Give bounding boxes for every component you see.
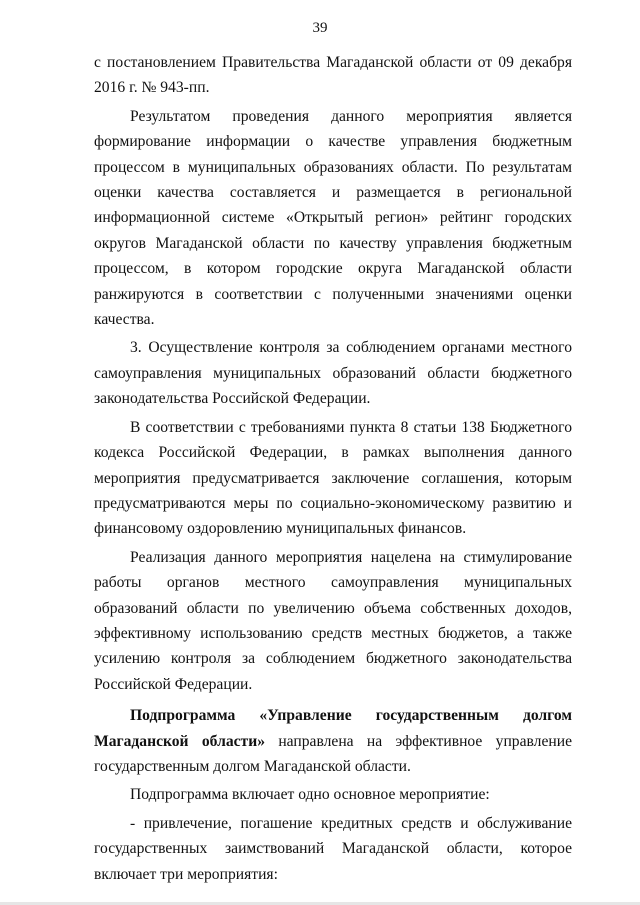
paragraph-measure-goals: Реализация данного мероприятия нацелена на стимулирование работы органов местного самоуправления муниципальных образований области по увеличению объема собственных доходов, эффективному использованию средств местных бюджетов, а также усилению контроля за соблюдением бюджетного законодательства Российской Федерации. (94, 548, 572, 693)
subprogram-title: Подпрограмма «Управление государственным долгом Магаданской области» (94, 707, 572, 750)
page-number: 39 (312, 20, 328, 36)
paragraph-subprogram-debt (94, 703, 572, 779)
document-body (94, 50, 572, 890)
paragraph-continuation: с постановлением Правительства Магаданской области от 09 декабря 2016 г. № 943-пп. (94, 54, 572, 97)
paragraph-budget-code-requirements: В соответствии с требованиями пункта 8 статьи 138 Бюджетного кодекса Российской Федерации, в рамках выполнения данного мероприятия предусматривается заключение соглашения, которым предусматриваются меры по социально-экономическому развитию и финансовому оздоровлению муниципальных финансов. (94, 418, 572, 538)
subprogram-description: направлена на эффективное управление государственным долгом Магаданской области. (94, 732, 572, 775)
paragraph-subprogram-includes: Подпрограмма включает одно основное мероприятие: (130, 786, 490, 804)
paragraph-control-measure: 3. Осуществление контроля за соблюдением органами местного самоуправления муниципальных образований области бюджетного законодательства Российской Федерации. (94, 339, 572, 408)
paragraph-result-description: Результатом проведения данного мероприятия является формирование информации о качестве управления бюджетным процессом в муниципальных образованиях области. По результатам оценки качества составляется и размещается в региональной информационной системе «Открытый регион» рейтинг городских округов Магаданской области по качеству управления бюджетным процессом, в котором городские округа Магаданской области ранжируются в соответствии с полученными значениями оценки качества. (94, 107, 572, 329)
paragraph-borrowing-measure: - привлечение, погашение кредитных средств и обслуживание государственных заимствований Магаданской области, которое включает три мероприятия: (94, 814, 572, 883)
